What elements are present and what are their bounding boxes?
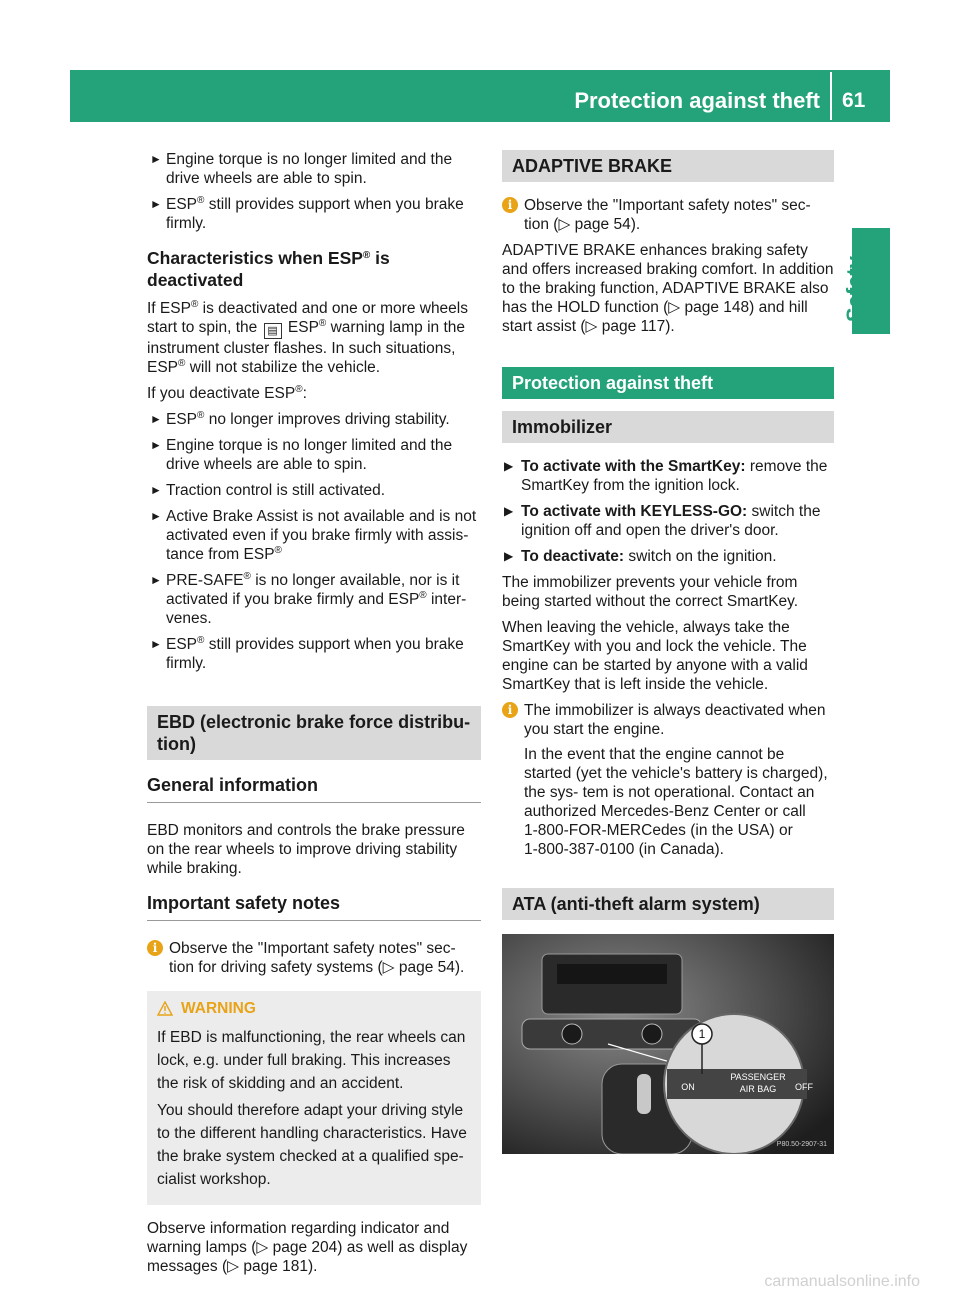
- info-icon: i: [502, 702, 518, 718]
- bullet-icon: ►: [150, 152, 162, 166]
- list-item: ► Engine torque is no longer limited and the drive wheels are able to spin.: [150, 437, 453, 473]
- paragraph: The immobilizer prevents your vehicle from being started without the correct SmartKey.: [502, 574, 799, 610]
- section-heading-ata: ATA (anti-theft alarm system): [502, 888, 834, 920]
- on-label: ON: [681, 1082, 695, 1092]
- paragraph: If you deactivate ESP®:: [147, 384, 307, 402]
- info-note: i Observe the "Important safety notes" sec- tion (▷ page 54).: [502, 196, 834, 234]
- list-item: ► ESP® no longer improves driving stability.: [150, 410, 450, 428]
- section-heading-immobilizer: Immobilizer: [502, 411, 834, 443]
- warning-text: If EBD is malfunctioning, the rear wheels can lock, e.g. under full braking. This increases the risk of skidding and an accident.: [157, 1029, 466, 1092]
- instruction-step: ▶ To activate with KEYLESS-GO: switch the ignition off and open the driver's door.: [504, 503, 821, 539]
- header-divider: [830, 72, 832, 120]
- info-note: i Observe the "Important safety notes" sec- tion for driving safety systems (▷ page 54).: [147, 939, 481, 977]
- page-number: 61: [842, 89, 866, 112]
- image-code: P80.50-2907-31: [776, 1141, 827, 1148]
- subheading-general: General information: [147, 774, 481, 803]
- warning-text: You should therefore adapt your driving style to the different handling characteristics. Have the brake system checked at a qualified spe- cialist workshop.: [157, 1102, 467, 1188]
- info-icon: i: [502, 197, 518, 213]
- arrow-icon: ▶: [504, 459, 514, 473]
- warning-triangle-icon: [157, 1001, 173, 1016]
- info-icon: i: [147, 940, 163, 956]
- left-column: [147, 150, 481, 1283]
- list-item: ► ESP® still provides support when you brake firmly.: [150, 635, 464, 672]
- list-item: ► Traction control is still activated.: [150, 482, 386, 499]
- instruction-step: ▶ To deactivate: switch on the ignition.: [504, 548, 777, 565]
- section-heading-adaptive: ADAPTIVE BRAKE: [502, 150, 834, 182]
- esp-warning-icon: ▤: [264, 323, 282, 339]
- list-item: ► Active Brake Assist is not available and is not activated even if you brake firmly with assis- tance from ESP®: [150, 508, 477, 563]
- paragraph: Observe information regarding indicator and warning lamps (▷ page 204) as well as display messages (▷ page 181).: [147, 1220, 468, 1275]
- paragraph: ADAPTIVE BRAKE enhances braking safety and offers increased braking comfort. In addition to the braking function, ADAPTIVE BRAKE also has the HOLD function (▷ page 148) and hill start assist (▷ page 117).: [502, 242, 834, 335]
- console-illustration: [502, 934, 834, 1154]
- section-heading-ebd: EBD (electronic brake force distribu- tion): [147, 706, 481, 760]
- watermark: carmanualsonline.info: [764, 1273, 920, 1290]
- section-label: Safety: [842, 255, 867, 322]
- airbag-label: AIR BAG: [739, 1084, 777, 1094]
- bullet-icon: ►: [150, 509, 162, 523]
- subheading-safety: Important safety notes: [147, 892, 481, 921]
- instruction-step: ▶ To activate with the SmartKey: remove the SmartKey from the ignition lock.: [504, 458, 828, 494]
- arrow-icon: ▶: [504, 549, 514, 563]
- passenger-label: PASSENGER: [730, 1072, 786, 1082]
- list-item: ► PRE-SAFE® is no longer available, nor is it activated if you brake firmly and ESP® inter- venes.: [150, 571, 467, 627]
- off-label: OFF: [795, 1082, 813, 1092]
- bullet-icon: ►: [150, 197, 162, 211]
- callout-number: 1: [698, 1027, 706, 1041]
- bullet-icon: ►: [150, 637, 162, 651]
- info-note: i The immobilizer is always deactivated when you start the engine. In the event that the engine cannot be started (yet the vehicle's battery is charged), the sys- tem is not operational. Contact an authorized Mercedes-Benz Center or call 1-800-FOR-MERCedes (in the USA) or 1-800-387-0100 (in Canada).: [502, 701, 834, 859]
- bullet-icon: ►: [150, 483, 162, 497]
- warning-box: [147, 991, 481, 1205]
- section-heading-protection: Protection against theft: [502, 367, 834, 399]
- bullet-icon: ►: [150, 412, 162, 426]
- list-item: ► ESP® still provides support when you brake firmly.: [150, 195, 464, 232]
- paragraph: EBD monitors and controls the brake pressure on the rear wheels to improve driving stability while braking.: [147, 822, 465, 877]
- bullet-icon: ►: [150, 438, 162, 452]
- arrow-icon: ▶: [504, 504, 514, 518]
- console-photo: [502, 934, 834, 1154]
- section-heading: Characteristics when ESP® is deactivated: [147, 248, 390, 290]
- warning-heading: WARNING: [157, 999, 471, 1018]
- paragraph: When leaving the vehicle, always take the SmartKey with you and lock the vehicle. The engine can be started by anyone with a valid SmartKey that is left inside the vehicle.: [502, 619, 808, 693]
- list-item: ► Engine torque is no longer limited and the drive wheels are able to spin.: [150, 151, 453, 187]
- page-title: Protection against theft: [574, 88, 820, 113]
- paragraph: If ESP® is deactivated and one or more wheels start to spin, the ▤ ESP® warning lamp in the instrument cluster flashes. In such situations, ESP® will not stabilize the vehicle.: [147, 299, 468, 376]
- bullet-icon: ►: [150, 573, 162, 587]
- right-column: [502, 150, 834, 1154]
